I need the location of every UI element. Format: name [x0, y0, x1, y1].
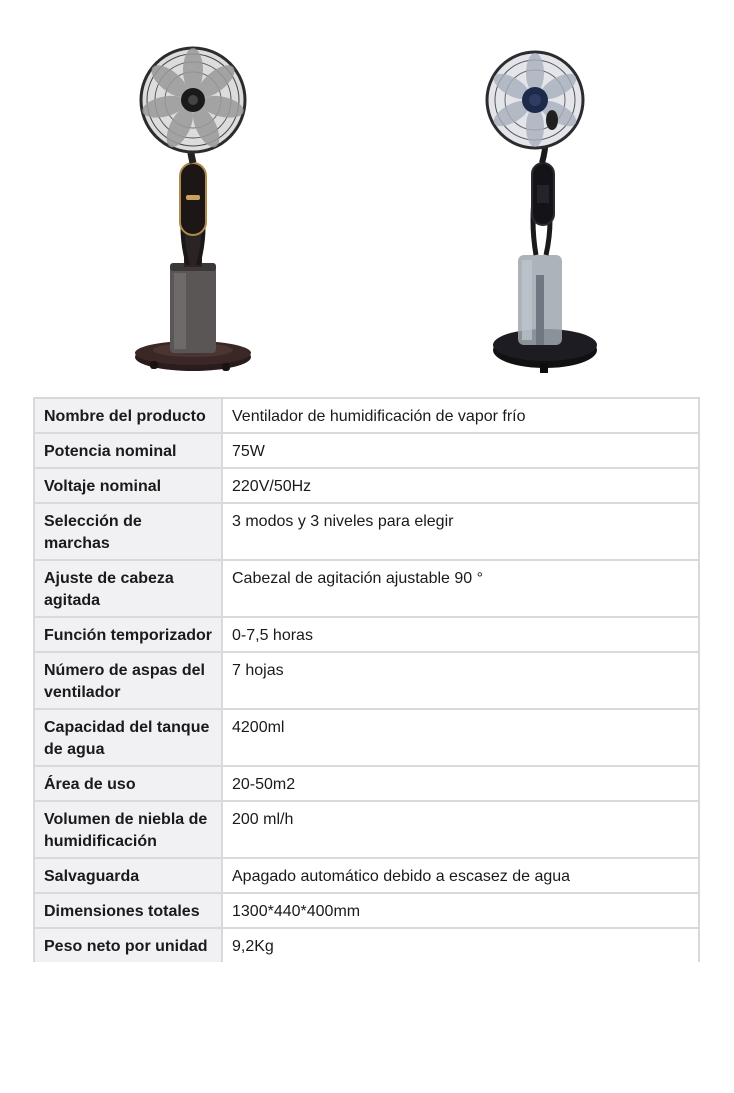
- spec-value: 4200ml: [222, 709, 699, 766]
- table-row: [34, 766, 699, 801]
- spec-value: 75W: [222, 433, 699, 468]
- table-row: [34, 617, 699, 652]
- table-row: [34, 560, 699, 617]
- spec-label: Capacidad del tanque de agua: [34, 709, 222, 766]
- spec-label: Dimensiones totales: [34, 893, 222, 928]
- spec-label: Voltaje nominal: [34, 468, 222, 503]
- spec-label: Volumen de niebla de humidificación: [34, 801, 222, 858]
- spec-label: Número de aspas del ventilador: [34, 652, 222, 709]
- product-images: [0, 0, 734, 395]
- table-row: [34, 709, 699, 766]
- spec-value: Ventilador de humidificación de vapor frío: [222, 398, 699, 433]
- spec-label: Potencia nominal: [34, 433, 222, 468]
- misting-fan-brown-icon: [118, 45, 268, 380]
- table-row: [34, 652, 699, 709]
- table-row: [34, 503, 699, 560]
- table-row: [34, 801, 699, 858]
- spec-value: 3 modos y 3 niveles para elegir: [222, 503, 699, 560]
- misting-fan-black-icon: [480, 45, 610, 380]
- table-row: [34, 928, 699, 962]
- spec-label: Función temporizador: [34, 617, 222, 652]
- spec-label: Nombre del producto: [34, 398, 222, 433]
- spec-label: Ajuste de cabeza agitada: [34, 560, 222, 617]
- spec-label: Selección de marchas: [34, 503, 222, 560]
- spec-value: 7 hojas: [222, 652, 699, 709]
- spec-value: 200 ml/h: [222, 801, 699, 858]
- table-row: [34, 893, 699, 928]
- spec-value: Cabezal de agitación ajustable 90 °: [222, 560, 699, 617]
- spec-value: 1300*440*400mm: [222, 893, 699, 928]
- spec-label: Salvaguarda: [34, 858, 222, 893]
- spec-value: 20-50m2: [222, 766, 699, 801]
- table-row: [34, 398, 699, 433]
- spec-label: Peso neto por unidad: [34, 928, 222, 962]
- table-row: [34, 858, 699, 893]
- spec-value: 0-7,5 horas: [222, 617, 699, 652]
- spec-label: Área de uso: [34, 766, 222, 801]
- spec-value: Apagado automático debido a escasez de agua: [222, 858, 699, 893]
- spec-table: [33, 397, 700, 962]
- spec-value: 220V/50Hz: [222, 468, 699, 503]
- table-row: [34, 433, 699, 468]
- table-row: [34, 468, 699, 503]
- spec-value: 9,2Kg: [222, 928, 699, 962]
